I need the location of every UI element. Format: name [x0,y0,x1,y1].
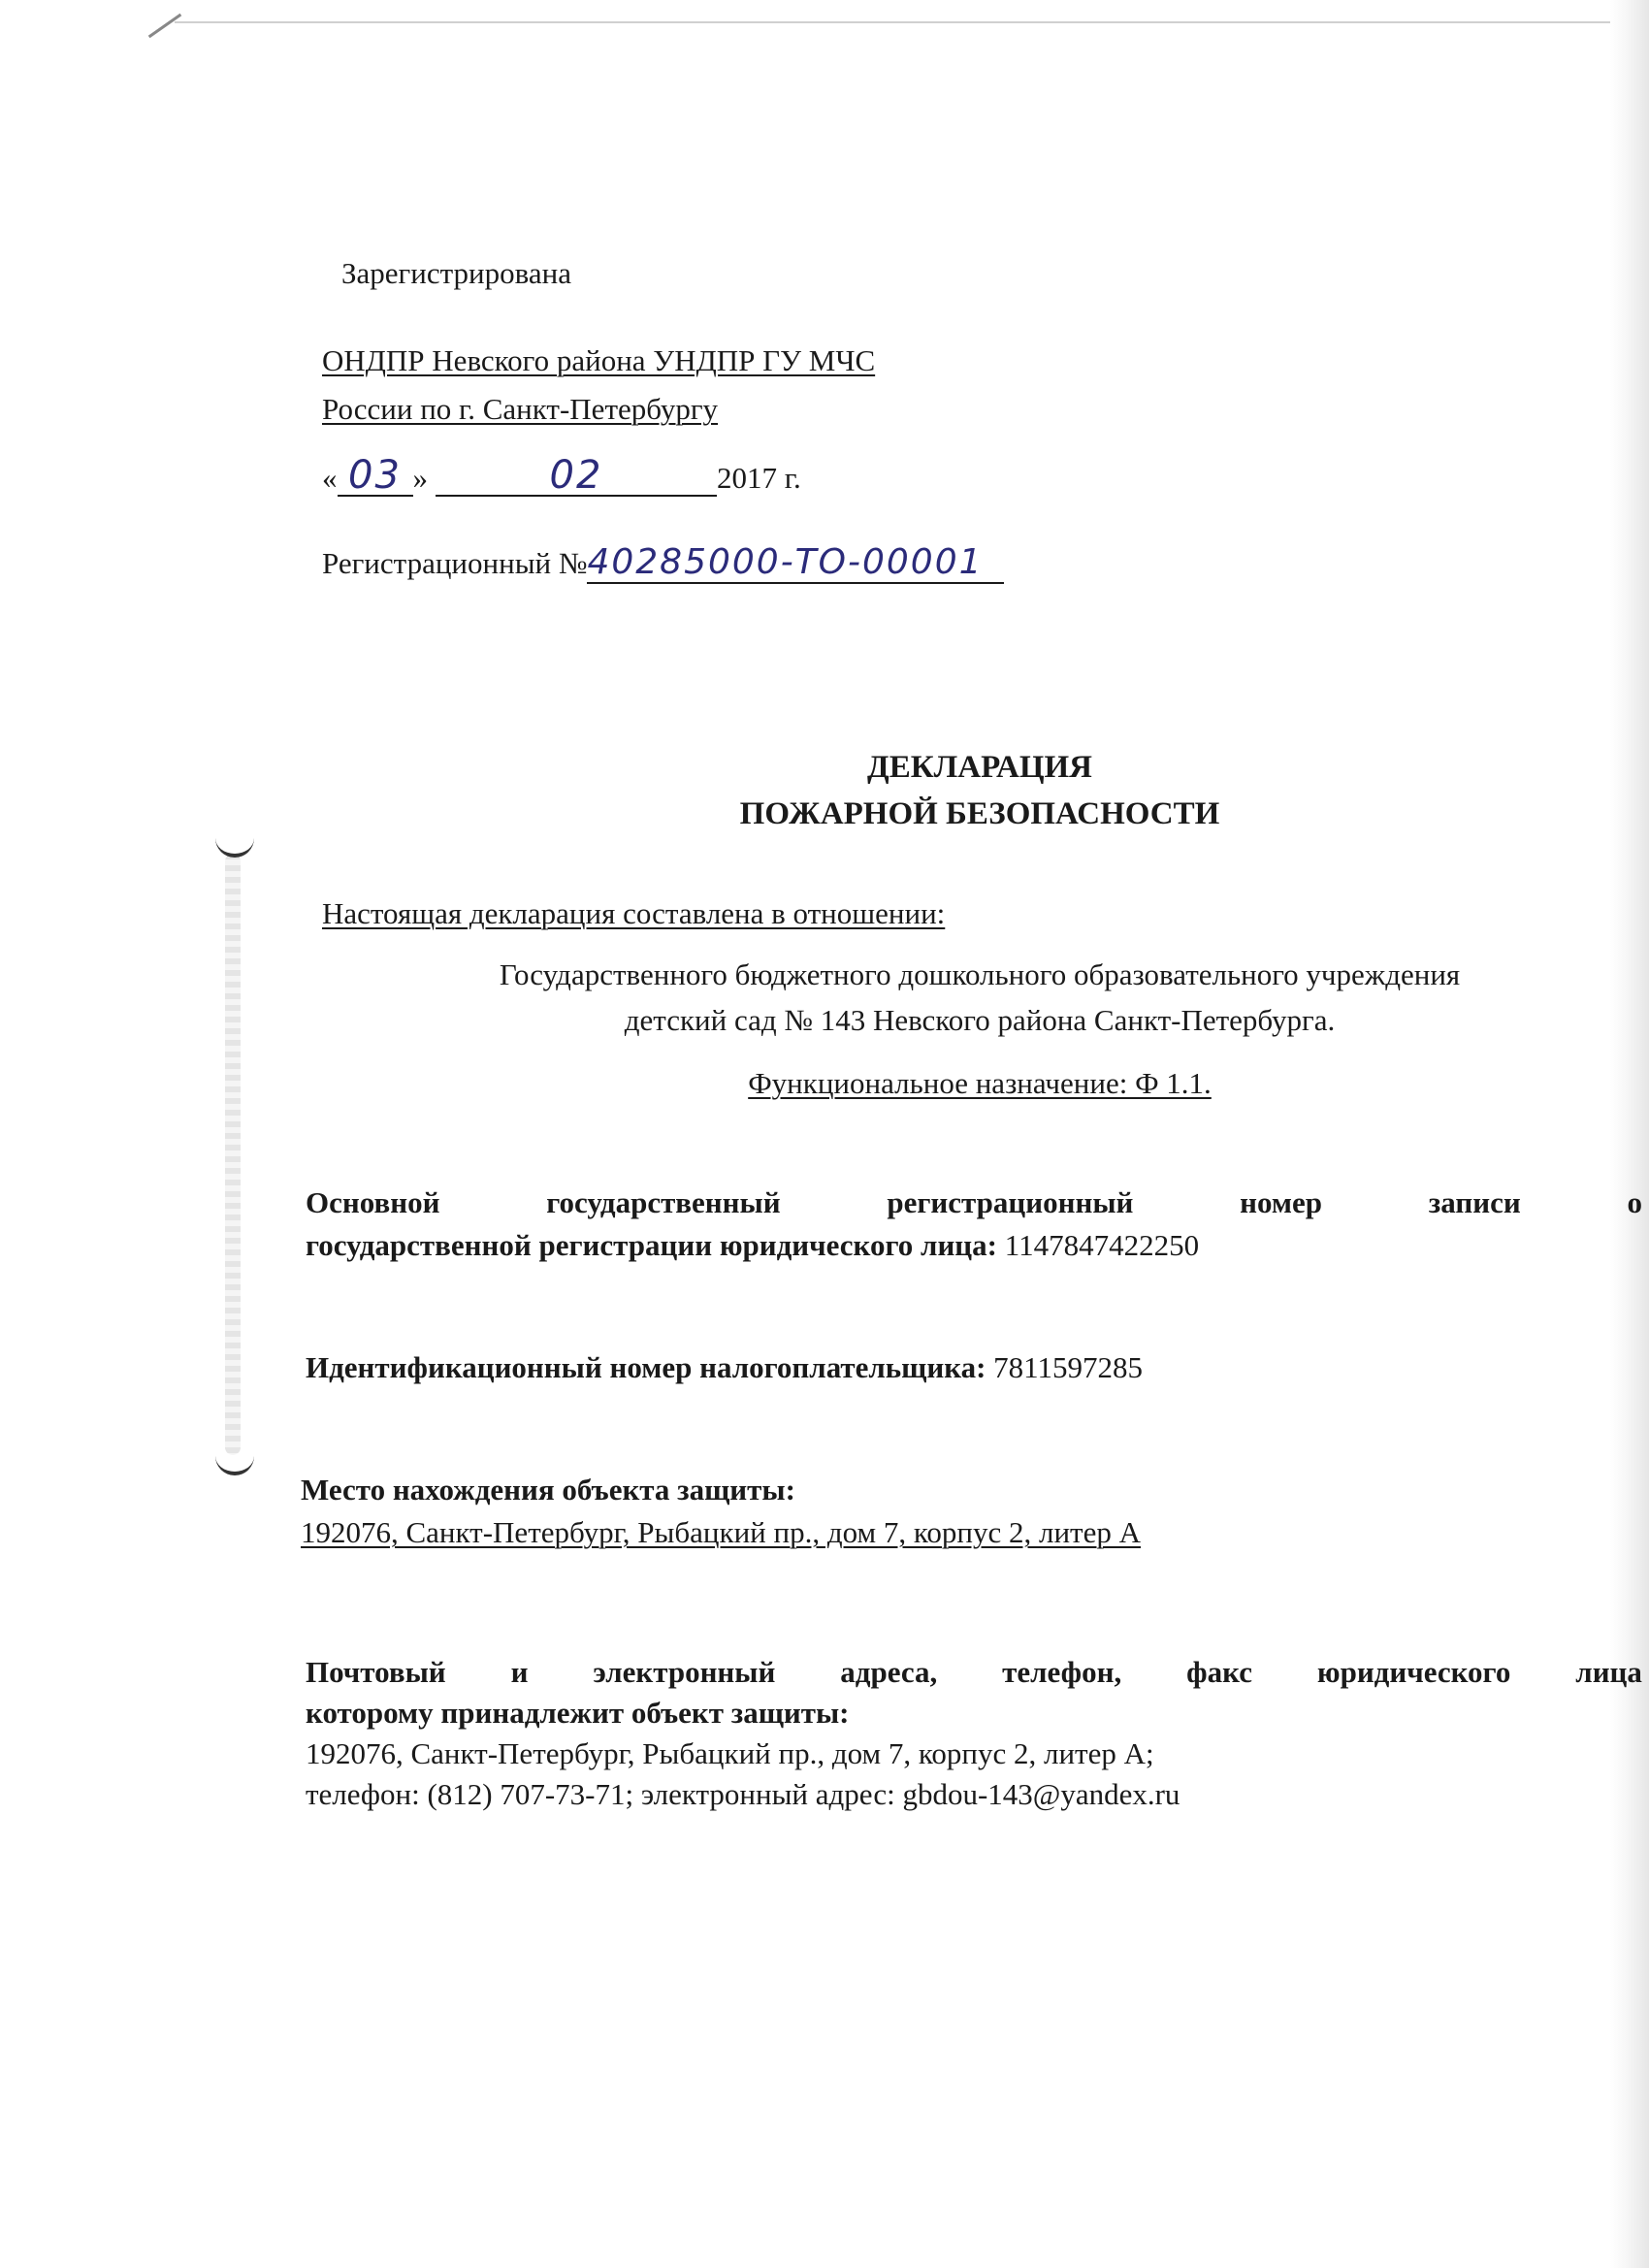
title-line-2: ПОЖАРНОЙ БЕЗОПАСНОСТИ [739,796,1220,831]
binding-hole-bottom [215,1450,254,1475]
contacts-word: телефон, [1002,1655,1122,1689]
functional-purpose: Функциональное назначение: Ф 1.1. [748,1066,1212,1100]
contacts-label-line-2: которому принадлежит объект защиты: [306,1696,850,1730]
contacts-word: лица [1575,1655,1642,1689]
date-open-quote: « [322,461,338,495]
ogrn-label-end: государственной регистрации юридического лица: [306,1228,997,1262]
title-line-1: ДЕКЛАРАЦИЯ [867,750,1092,785]
ogrn-value: 1147847422250 [1004,1228,1200,1262]
contacts-phone-email: телефон: (812) 707-73-71; электронный адрес: gbdou-143@yandex.ru [306,1777,1180,1811]
registered-label: Зарегистрирована [341,256,571,290]
date-close-quote: » [412,461,428,495]
date-month-handwritten: 02 [436,456,717,497]
subject-intro: Настоящая декларация составлена в отношении: [322,896,946,930]
date-year: 2017 г. [717,461,801,495]
scan-edge-shadow [1610,0,1649,2268]
registration-date [322,453,801,498]
binding-thread [225,854,241,1455]
date-day-handwritten: 03 [338,456,413,497]
ogrn-label-line-2 [306,1226,1199,1265]
inn-value: 7811597285 [993,1350,1144,1384]
binding-hole-top [215,832,254,858]
contacts-word: факс [1186,1655,1252,1689]
organization-line-1: Государственного бюджетного дошкольного образовательного учреждения [499,957,1461,991]
ogrn-word: о [1627,1185,1642,1219]
ogrn-label-line-1 [306,1183,1642,1222]
contacts-word: Почтовый [306,1655,446,1689]
registration-number-label: Регистрационный № [322,546,588,580]
location-value: 192076, Санкт-Петербург, Рыбацкий пр., дом 7, корпус 2, литер А [301,1515,1141,1549]
organization-line-2: детский сад № 143 Невского района Санкт-Петербурга. [624,1003,1336,1037]
contacts-word: юридического [1316,1655,1511,1689]
ogrn-word: регистрационный [887,1185,1134,1219]
scan-corner-mark [148,14,181,38]
ogrn-word: записи [1428,1185,1521,1219]
contacts-word: электронный [593,1655,776,1689]
authority-line-2: России по г. Санкт-Петербургу [322,392,719,426]
ogrn-word: номер [1240,1185,1323,1219]
contacts-word: и [510,1655,529,1689]
ogrn-word: государственный [546,1185,781,1219]
contacts-label-line-1 [306,1653,1642,1692]
scan-edge-line [175,21,1649,23]
inn-label: Идентификационный номер налогоплательщика: [306,1350,986,1384]
contacts-postal-address: 192076, Санкт-Петербург, Рыбацкий пр., дом 7, корпус 2, литер А; [306,1736,1154,1770]
inn-row [306,1348,1143,1387]
authority-line-1: ОНДПР Невского района УНДПР ГУ МЧС [322,343,876,377]
ogrn-word: Основной [306,1185,440,1219]
location-label: Место нахождения объекта защиты: [301,1473,795,1507]
registration-number-row [322,543,1004,584]
contacts-word: адреса, [840,1655,938,1689]
registration-number-handwritten: 40285000-ТО-00001 [587,543,1004,584]
